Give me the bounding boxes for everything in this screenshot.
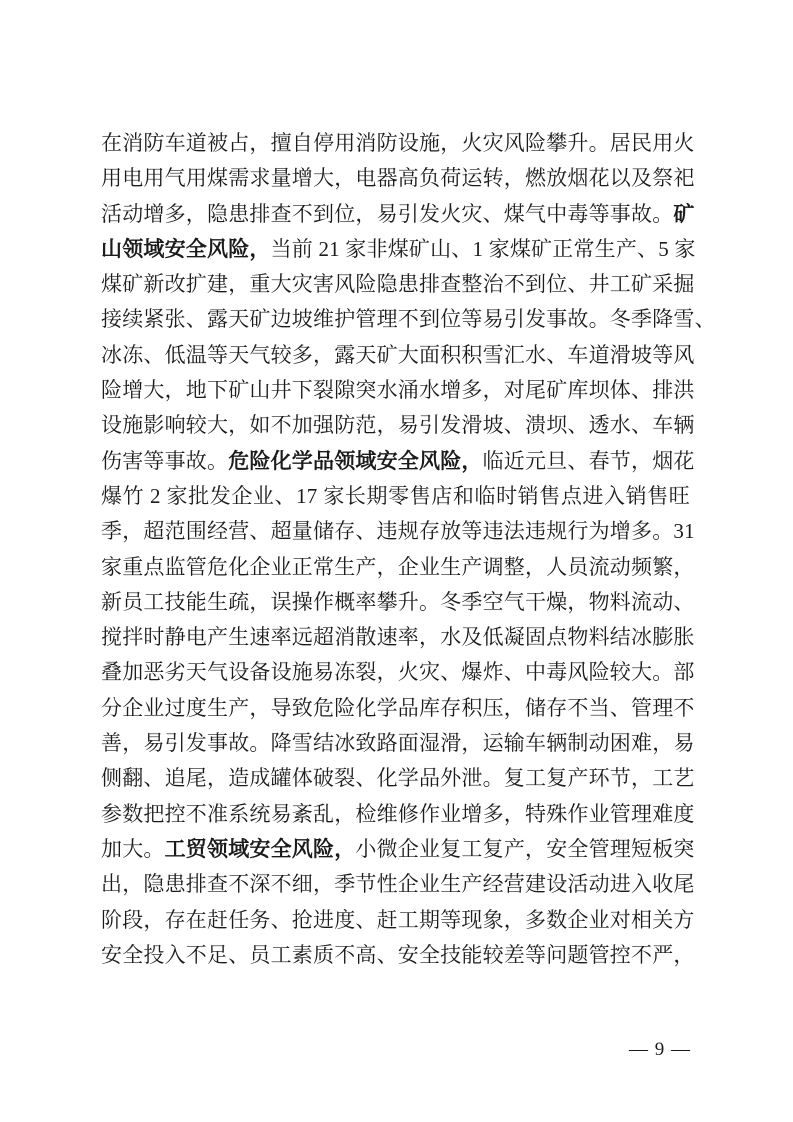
body-text-segment: 安全投入不足、员工素质不高、安全技能较差等问题管控不严， <box>101 942 695 967</box>
body-text-segment: 叠加恶劣天气设备设施易冻裂，火灾、爆炸、中毒风险较大。部 <box>101 660 695 685</box>
text-line <box>101 550 695 585</box>
body-text-segment: 险增大，地下矿山井下裂隙突水涌水增多，对尾矿库坝体、排洪 <box>101 378 695 403</box>
text-line <box>101 903 695 938</box>
text-line <box>101 373 695 408</box>
body-text-segment: 出，隐患排查不深不细，季节性企业生产经营建设活动进入收尾 <box>101 872 695 897</box>
section-heading-text: 山领域安全风险， <box>101 236 271 261</box>
body-text-segment: 参数把控不准系统易紊乱，检维修作业增多，特殊作业管理难度 <box>101 801 695 826</box>
text-line <box>101 620 695 655</box>
text-line <box>101 267 695 302</box>
text-line <box>101 514 695 549</box>
body-text-segment: 小微企业复工复产，安全管理短板突 <box>355 836 695 861</box>
body-text-segment: 爆竹 2 家批发企业、17 家长期零售店和临时销售点进入销售旺 <box>101 483 690 508</box>
body-text-segment: 冰冻、低温等天气较多，露天矿大面积积雪汇水、车道滑坡等风 <box>101 342 695 367</box>
body-text-segment: 家重点监管危化企业正常生产，企业生产调整，人员流动频繁， <box>101 554 695 579</box>
body-text <box>101 126 716 973</box>
body-text-segment: 善，易引发事故。降雪结冰致路面湿滑，运输车辆制动困难，易 <box>101 731 695 756</box>
body-text-segment: 侧翻、追尾，造成罐体破裂、化学品外泄。复工复产环节，工艺 <box>101 766 695 791</box>
body-text-segment: 在消防车道被占，擅自停用消防设施，火灾风险攀升。居民用火 <box>101 131 695 155</box>
body-text-segment: 当前 21 家非煤矿山、1 家煤矿正常生产、5 家 <box>270 236 696 261</box>
body-text-segment: 季，超范围经营、超量储存、违规存放等违法违规行为增多。31 <box>101 519 695 544</box>
body-text-segment: 分企业过度生产，导致危险化学品库存积压，储存不当、管理不 <box>101 695 695 720</box>
section-heading-text: 危险化学品领域安全风险， <box>228 448 483 473</box>
text-line <box>101 691 695 726</box>
text-line <box>101 126 695 161</box>
body-text-segment: 接续紧张、露天矿边坡维护管理不到位等易引发事故。冬季降雪、 <box>101 307 716 332</box>
text-line <box>101 302 716 337</box>
text-line <box>101 797 695 832</box>
text-line <box>101 832 695 867</box>
text-line <box>101 479 690 514</box>
body-text-segment: 新员工技能生疏，误操作概率攀升。冬季空气干燥，物料流动、 <box>101 589 695 614</box>
text-line <box>101 726 695 761</box>
text-line <box>101 867 695 902</box>
text-line <box>101 655 695 690</box>
body-text-segment: 加大。 <box>101 836 165 861</box>
body-text-segment: 用电用气用煤需求量增大，电器高负荷运转，燃放烟花以及祭祀 <box>101 166 695 191</box>
body-text-segment: 设施影响较大，如不加强防范，易引发滑坡、溃坝、透水、车辆 <box>101 413 695 438</box>
body-text-segment: 煤矿新改扩建，重大灾害风险隐患排查整治不到位、井工矿采掘 <box>101 272 695 297</box>
text-line <box>101 761 695 796</box>
body-text-segment: 阶段，存在赶任务、抢进度、赶工期等现象，多数企业对相关方 <box>101 907 695 932</box>
text-line <box>101 938 695 973</box>
section-heading-text: 矿 <box>673 201 695 226</box>
text-line <box>101 408 695 443</box>
text-line <box>101 444 695 479</box>
body-text-segment: 伤害等事故。 <box>101 448 229 473</box>
section-heading-text: 工贸领域安全风险， <box>164 836 356 861</box>
body-text-segment: 活动增多，隐患排查不到位，易引发火灾、煤气中毒等事故。 <box>101 201 674 226</box>
page-number: — 9 — <box>629 1039 691 1060</box>
text-line <box>101 232 696 267</box>
text-line <box>101 585 695 620</box>
body-text-segment: 临近元旦、春节，烟花 <box>482 448 695 473</box>
text-line <box>101 338 695 373</box>
body-text-segment: 搅拌时静电产生速率远超消散速率，水及低凝固点物料结冰膨胀 <box>101 625 695 650</box>
text-line <box>101 197 695 232</box>
text-line <box>101 161 695 196</box>
